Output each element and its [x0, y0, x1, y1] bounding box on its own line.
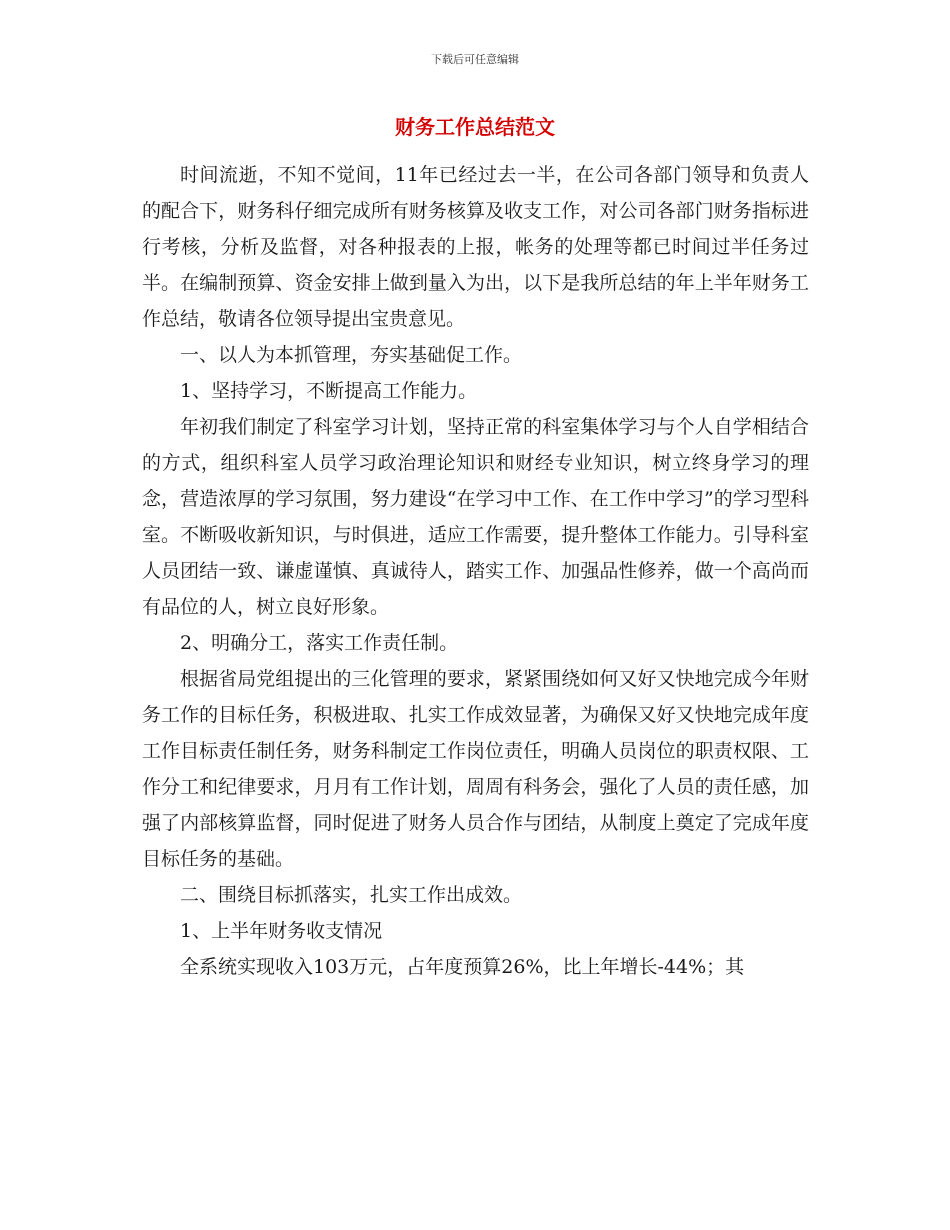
paragraph-intro: 时间流逝，不知不觉间，11年已经过去一半，在公司各部门领导和负责人的配合下，财务科仔细完成所有财务核算及收支工作，对公司各部门财务指标进行考核，分析及监督，对各种报表的上报，帐务的处理等都已时间过半任务过半。在编制预算、资金安排上做到量入为出，以下是我所总结的年上半年财务工作总结，敬请各位领导提出宝贵意见。	[142, 164, 809, 330]
paragraph-responsibility: 根据省局党组提出的三化管理的要求，紧紧围绕如何又好又快地完成今年财务工作的目标任务，积极进取、扎实工作成效显著，为确保又好又快地完成年度工作目标责任制任务，财务科制定工作岗位责任，明确人员岗位的职责权限、工作分工和纪律要求，月月有工作计划，周周有科务会，强化了人员的责任感，加强了内部核算监督，同时促进了财务人员合作与团结，从制度上奠定了完成年度目标任务的基础。	[142, 668, 809, 870]
section-heading-2: 二、围绕目标抓落实，扎实工作出成效。	[180, 884, 523, 906]
paragraph-study: 年初我们制定了科室学习计划，坚持正常的科室集体学习与个人自学相结合的方式，组织科室人员学习政治理论知识和财经专业知识，树立终身学习的理念，营造浓厚的学习氛围，努力建设“在学习中工作、在工作中学习”的学习型科室。不断吸收新知识，与时俱进，适应工作需要，提升整体工作能力。引导科室人员团结一致、谦虚谨慎、真诚待人，踏实工作、加强品性修养，做一个高尚而有品位的人，树立良好形象。	[142, 416, 809, 618]
subsection-heading-1-1: 1、坚持学习，不断提高工作能力。	[180, 380, 478, 402]
header-note: 下载后可任意编辑	[431, 53, 519, 66]
document-title: 财务工作总结范文	[395, 115, 555, 139]
subsection-heading-1-2: 2、明确分工，落实工作责任制。	[180, 632, 459, 654]
document-body	[142, 157, 809, 985]
section-heading-1: 一、以人为本抓管理，夯实基础促工作。	[180, 344, 523, 366]
subsection-heading-2-1: 1、上半年财务收支情况	[180, 920, 383, 942]
paragraph-revenue: 全系统实现收入103万元，占年度预算26%，比上年增长-44%；其	[180, 956, 745, 978]
